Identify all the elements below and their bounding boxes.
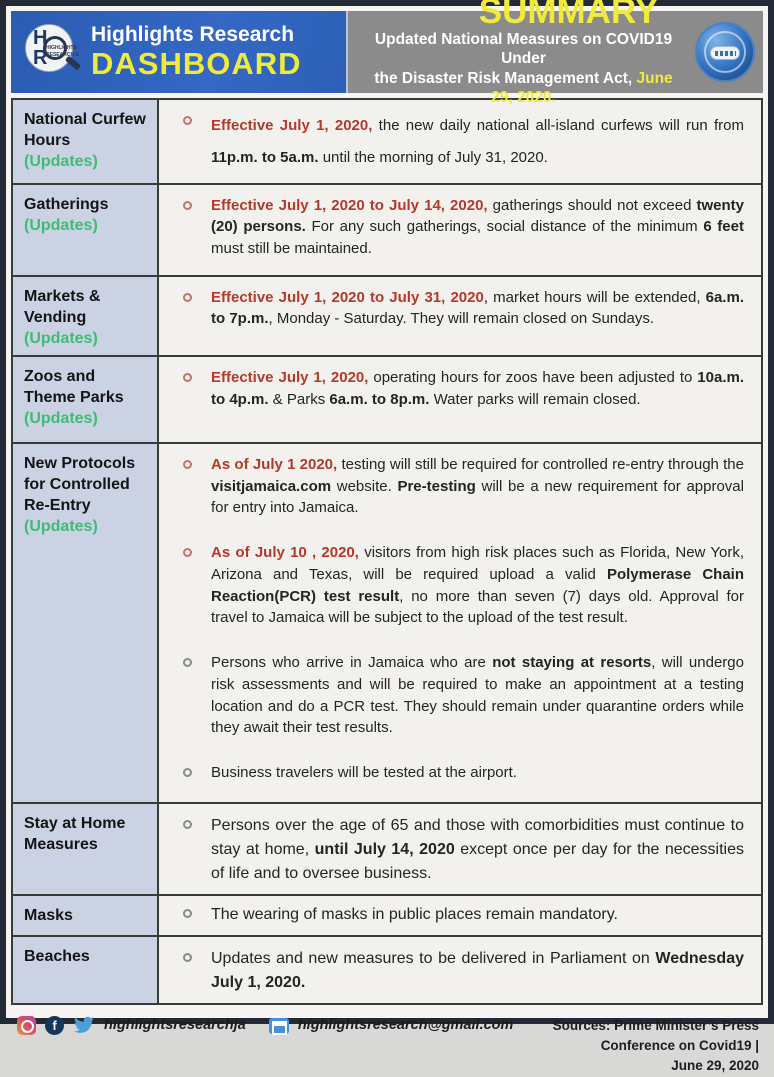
bullet-circle-icon [183, 820, 192, 829]
bullet-item [183, 903, 744, 927]
bullet-text: The wearing of masks in public places remain mandatory. [211, 905, 618, 923]
sources-line2: June 29, 2020 [671, 1058, 759, 1074]
measures-cell [159, 937, 761, 1003]
measures-cell [159, 277, 761, 355]
category-title: Stay at Home Measures [24, 814, 126, 853]
table-row [13, 804, 761, 896]
table-row [13, 100, 761, 185]
bullet-text: Effective July 1, 2020 to July 14, 2020, gatherings should not exceed twenty (20) persons. For any such gatherings, social distance of the minimum 6 feet must still be maintained. [211, 196, 745, 257]
summary-panel [348, 0, 763, 107]
bullet-circle-icon [183, 548, 192, 557]
category-cell [13, 896, 159, 935]
bullet-item [183, 287, 744, 331]
measures-cell [159, 100, 761, 183]
bullet-item [183, 110, 744, 175]
footer [11, 1005, 763, 1077]
measures-cell [159, 896, 761, 935]
updates-tag: (Updates) [24, 216, 98, 234]
category-title: Markets & Vending [24, 287, 101, 326]
category-cell [13, 277, 159, 355]
bullet-circle-icon [183, 293, 192, 302]
sources-line1: Sources: Prime Minister’s Press Conference on Covid19 | [552, 1017, 759, 1054]
summary-subtitle-line1: Updated National Measures on COVID19 Under [374, 31, 673, 68]
bullet-text: Persons over the age of 65 and those with comorbidities must continue to stay at home, until July 14, 2020 except once per day for the necessities of life and to oversee business. [211, 816, 744, 882]
table-row [13, 444, 761, 804]
category-cell [13, 185, 159, 275]
measures-cell [159, 444, 761, 802]
header [11, 0, 763, 107]
logo-subtext: HIGHLIGHTS RESEARCH & [46, 45, 80, 58]
category-cell [13, 100, 159, 183]
brand-name: Highlights Research [91, 23, 295, 47]
bullet-text: Updates and new measures to be delivered in Parliament on Wednesday July 1, 2020. [211, 949, 744, 991]
table-row [13, 937, 761, 1003]
category-cell [13, 357, 159, 442]
email-icon[interactable] [269, 1018, 289, 1034]
bullet-item [183, 542, 744, 629]
bullet-item [183, 454, 744, 519]
bullet-circle-icon [183, 201, 192, 210]
brand-dashboard-title: DASHBOARD [91, 45, 302, 81]
bullet-item [183, 947, 744, 995]
bullet-text: Effective July 1, 2020, operating hours for zoos have been adjusted to 10a.m. to 4p.m. & Parks 6a.m. to 8p.m. Water parks will remain closed. [211, 368, 744, 408]
table-row [13, 185, 761, 277]
summary-title: SUMMARY [478, 0, 659, 32]
summary-date: June 29, 2020. [491, 69, 673, 107]
brand-panel [11, 11, 348, 93]
social-handle[interactable]: highlightsresearchja [104, 1016, 246, 1033]
category-title: Masks [24, 906, 73, 924]
bullet-text: As of July 10 , 2020, visitors from high risk places such as Florida, New York, Arizona and Texas, will be required upload a valid Polymerase Chain Reaction(PCR) test result, no more than seven (7) days old. Approval for travel to Jamaica will be subject to the upload of the test result. [211, 544, 744, 627]
bullet-circle-icon [183, 909, 192, 918]
organization-badge-icon [695, 22, 755, 82]
logo-letter-r: R [33, 47, 48, 69]
category-cell [13, 937, 159, 1003]
instagram-icon[interactable] [17, 1016, 36, 1035]
logo-letter-h: H [33, 27, 48, 49]
summary-subtitle-line2 [362, 69, 685, 108]
table-row [13, 277, 761, 357]
bullet-item [183, 652, 744, 739]
bullet-item [183, 195, 744, 260]
bullet-circle-icon [183, 373, 192, 382]
bullet-text: Effective July 1, 2020 to July 31, 2020, market hours will be extended, 6a.m. to 7p.m., Monday - Saturday. They will remain closed on Sundays. [211, 288, 744, 328]
updates-tag: (Updates) [24, 329, 98, 347]
bullet-circle-icon [183, 953, 192, 962]
highlights-research-logo [25, 24, 81, 80]
table-row [13, 357, 761, 444]
measures-cell [159, 804, 761, 894]
measures-table [11, 98, 763, 1005]
bullet-item [183, 762, 744, 784]
category-title: New Protocols for Controlled Re-Entry [24, 454, 136, 515]
bullet-circle-icon [183, 116, 192, 125]
bullet-item [183, 367, 744, 411]
bullet-text: Business travelers will be tested at the airport. [211, 764, 517, 782]
category-title: Beaches [24, 947, 90, 965]
category-title: Zoos and Theme Parks [24, 367, 124, 406]
bullet-text: Persons who arrive in Jamaica who are not staying at resorts, will undergo risk assessments and will be required to make an appointment at a testing location and do a PCR test. They should remain under quarantine orders while they await their test results. [211, 654, 744, 737]
table-row [13, 896, 761, 937]
twitter-icon[interactable] [73, 1016, 95, 1035]
updates-tag: (Updates) [24, 518, 98, 536]
category-title: Gatherings [24, 195, 109, 213]
measures-rows [13, 100, 761, 1003]
category-title: National Curfew Hours [24, 111, 146, 150]
category-cell [13, 804, 159, 894]
bullet-text: Effective July 1, 2020, the new daily national all-island curfews will run from 11p.m. to 5a.m. until the morning of July 31, 2020. [211, 117, 744, 167]
summary-subtitle-prefix: the Disaster Risk Management Act, [374, 69, 637, 87]
category-cell [13, 444, 159, 802]
bullet-item [183, 814, 744, 886]
facebook-icon[interactable]: f [45, 1016, 64, 1035]
bullet-text: As of July 1 2020, testing will still be required for controlled re-entry through the visitjamaica.com website. Pre-testing will be a new requirement for approval for entry into Jamaica. [211, 455, 744, 517]
updates-tag: (Updates) [24, 410, 98, 428]
brand-text [91, 23, 302, 80]
measures-cell [159, 185, 761, 275]
bullet-circle-icon [183, 768, 192, 777]
bullet-circle-icon [183, 658, 192, 667]
measures-cell [159, 357, 761, 442]
updates-tag: (Updates) [24, 153, 98, 171]
sources-note [536, 1016, 759, 1077]
magnifier-icon [43, 36, 67, 60]
bullet-circle-icon [183, 460, 192, 469]
email-address[interactable]: highlightsresearch@gmail.com [297, 1016, 514, 1033]
